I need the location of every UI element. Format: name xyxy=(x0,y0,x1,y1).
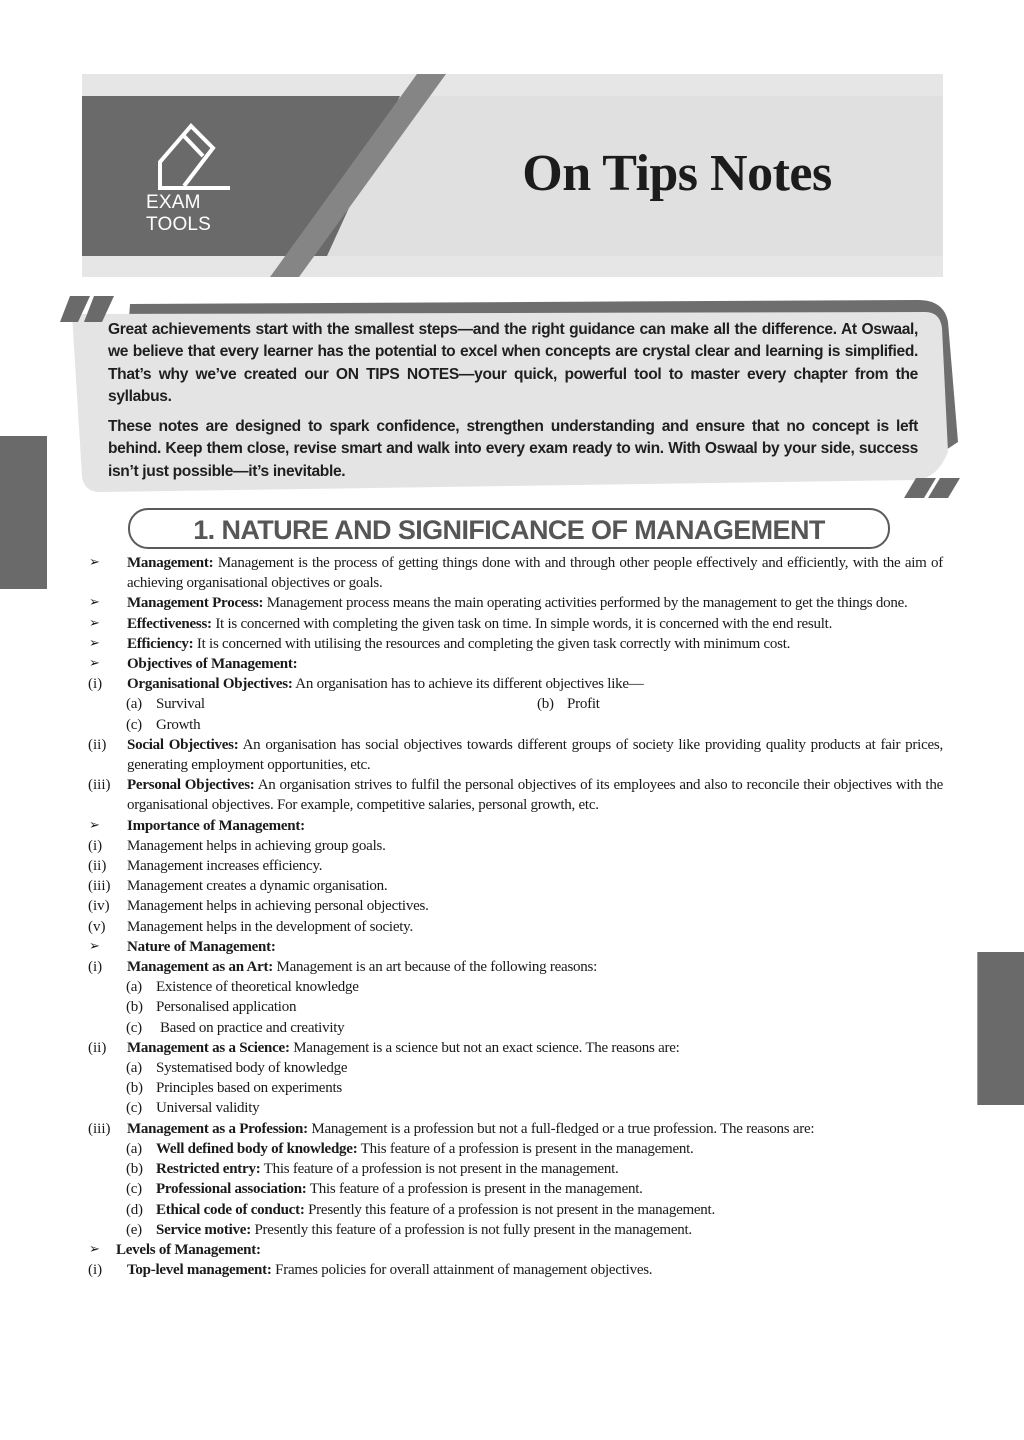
sub-text: Profit xyxy=(567,696,600,713)
page-title: On Tips Notes xyxy=(522,145,832,202)
importance-item xyxy=(88,917,943,937)
definition: It is concerned with completing the given task on time. In simple words, it is concerned with the end result. xyxy=(211,615,833,632)
list-marker: (i) xyxy=(88,1262,103,1279)
item-text: Management helps in the development of society. xyxy=(127,918,413,935)
bullet-arrow-icon: ➢ xyxy=(89,1241,100,1257)
exam-tools-line2: TOOLS xyxy=(146,214,212,235)
definition: It is concerned with utilising the resources and completing the given task correctly with minimum cost. xyxy=(193,635,791,652)
definition: Management is the process of getting things done with and through other people effectively and efficiently, with the aim of achieving organisational objectives or goals. xyxy=(127,555,943,592)
bullet-arrow-icon: ➢ xyxy=(89,635,100,651)
definition: Management is a science but not an exact science. The reasons are: xyxy=(289,1039,680,1056)
bullet-management-process xyxy=(88,593,943,613)
sub-marker: (a) xyxy=(126,1140,142,1157)
bullet-arrow-icon: ➢ xyxy=(89,595,100,611)
term: Personal Objectives: xyxy=(127,777,255,794)
sub-marker: (a) xyxy=(126,979,142,996)
sub-item xyxy=(88,1139,943,1159)
bullet-effectiveness xyxy=(88,614,943,634)
sub-item xyxy=(537,694,600,714)
list-marker: (v) xyxy=(88,918,106,935)
sub-item xyxy=(88,715,943,735)
definition: An organisation has to achieve its different objectives like— xyxy=(292,676,644,693)
bullet-levels-heading xyxy=(88,1240,943,1260)
subheading: Importance of Management: xyxy=(127,817,305,834)
term: Management: xyxy=(127,555,214,571)
sub-marker: (c) xyxy=(126,1181,142,1198)
definition: An organisation strives to fulfil the personal objectives of its employees and also to reconcile their objectives with the organisational objectives. For example, competitive salaries, personal growth, etc. xyxy=(127,777,943,814)
sub-marker: (b) xyxy=(126,1080,143,1097)
sub-text: Based on practice and creativity xyxy=(160,1019,345,1036)
section-heading: 1. NATURE AND SIGNIFICANCE OF MANAGEMENT xyxy=(193,515,825,545)
term: Top-level management: xyxy=(127,1262,272,1279)
bullet-arrow-icon: ➢ xyxy=(89,615,100,631)
item-text: Management helps in achieving group goals. xyxy=(127,837,386,854)
list-marker: (ii) xyxy=(88,1039,107,1056)
bullet-arrow-icon: ➢ xyxy=(89,555,100,570)
notes-content xyxy=(88,553,943,1280)
importance-item xyxy=(88,836,943,856)
list-marker: (iii) xyxy=(88,1120,111,1137)
importance-item xyxy=(88,876,943,896)
subheading: Nature of Management: xyxy=(127,938,276,955)
exam-tools-label xyxy=(146,192,246,236)
section-heading-box xyxy=(128,508,890,549)
list-marker: (ii) xyxy=(88,858,107,875)
sub-text: This feature of a profession is not present in the management. xyxy=(260,1161,619,1178)
item-text: Management increases efficiency. xyxy=(127,858,323,875)
sub-term: Well defined body of knowledge: xyxy=(156,1140,358,1157)
sub-marker: (b) xyxy=(126,999,143,1016)
sub-term: Professional association: xyxy=(156,1181,307,1198)
header-banner xyxy=(82,74,943,277)
sub-marker: (b) xyxy=(126,1161,143,1178)
item-text: Management helps in achieving personal objectives. xyxy=(127,898,429,915)
sub-text: Personalised application xyxy=(156,999,297,1016)
item-text: Management creates a dynamic organisation. xyxy=(127,878,388,895)
bullet-arrow-icon: ➢ xyxy=(89,817,100,833)
sub-text: This feature of a profession is present in the management. xyxy=(306,1181,643,1198)
bullet-management xyxy=(88,553,943,593)
sub-marker: (c) xyxy=(126,1100,142,1117)
term: Effectiveness: xyxy=(127,615,212,632)
term: Efficiency: xyxy=(127,635,194,652)
importance-item xyxy=(88,896,943,916)
objective-subitems-row xyxy=(88,694,943,714)
term: Management as a Profession: xyxy=(127,1120,308,1137)
term: Organisational Objectives: xyxy=(127,676,293,693)
sub-text: Existence of theoretical knowledge xyxy=(156,979,359,996)
sub-text: Systematised body of knowledge xyxy=(156,1060,348,1077)
definition: Management process means the main operating activities performed by the management to get the things done. xyxy=(263,595,908,612)
sub-marker: (d) xyxy=(126,1201,143,1218)
objective-item xyxy=(88,775,943,815)
levels-item xyxy=(88,1260,943,1280)
intro-quote-text xyxy=(108,319,918,491)
side-tab-right xyxy=(977,952,1024,1105)
definition: Management is an art because of the following reasons: xyxy=(272,959,598,976)
sub-item xyxy=(88,1058,943,1078)
importance-item xyxy=(88,856,943,876)
objective-item xyxy=(88,674,943,694)
sub-text: Presently this feature of a profession is not fully present in the management. xyxy=(250,1221,692,1238)
term: Management as a Science: xyxy=(127,1039,290,1056)
list-marker: (i) xyxy=(88,837,103,854)
bullet-objectives-heading xyxy=(88,654,943,674)
sub-text: Principles based on experiments xyxy=(156,1080,342,1097)
list-marker: (iv) xyxy=(88,898,110,915)
sub-item xyxy=(88,1098,943,1118)
sub-marker: (a) xyxy=(126,696,142,713)
sub-term: Ethical code of conduct: xyxy=(156,1201,305,1218)
list-marker: (i) xyxy=(88,676,103,693)
definition: Management is a profession but not a full-fledged or a true profession. The reasons are: xyxy=(307,1120,815,1137)
pencil-icon xyxy=(156,122,232,192)
term: Management as an Art: xyxy=(127,959,273,976)
sub-item xyxy=(88,977,943,997)
intro-paragraph-2: These notes are designed to spark confidence, strengthen understanding and ensure that no concept is left behind. Keep them close, revise smart and walk into every exam ready to win. With Oswaal by your side, success isn’t just possible—it’s inevitable. xyxy=(108,418,918,480)
sub-text: Growth xyxy=(156,716,201,733)
definition: Frames policies for overall attainment of management objectives. xyxy=(271,1262,653,1279)
term: Social Objectives: xyxy=(127,736,239,753)
nature-item-science xyxy=(88,1038,943,1058)
sub-marker: (e) xyxy=(126,1221,142,1238)
exam-tools-line1: EXAM xyxy=(146,192,201,213)
objective-item xyxy=(88,735,943,775)
nature-item-art xyxy=(88,957,943,977)
sub-text: Presently this feature of a profession is not present in the management. xyxy=(304,1201,715,1218)
list-marker: (iii) xyxy=(88,777,111,794)
term: Management Process: xyxy=(127,595,264,612)
sub-item xyxy=(126,694,537,714)
intro-quote-box xyxy=(60,292,960,498)
sub-text: Universal validity xyxy=(156,1100,260,1117)
sub-term: Service motive: xyxy=(156,1221,251,1238)
bullet-nature-heading xyxy=(88,937,943,957)
sub-item xyxy=(88,1220,943,1240)
bullet-arrow-icon: ➢ xyxy=(89,938,100,954)
definition: An organisation has social objectives towards different groups of society like providing quality products at fair prices, generating employment opportunities, etc. xyxy=(127,736,944,774)
list-marker: (i) xyxy=(88,959,103,976)
list-marker: (ii) xyxy=(88,736,107,753)
sub-item xyxy=(88,1159,943,1179)
intro-paragraph-1: Great achievements start with the smallest steps—and the right guidance can make all the difference. At Oswaal, we believe that every learner has the potential to excel when concepts are crystal clear and learning is simplified. That’s why we’ve created our ON TIPS NOTES—your quick, powerful tool to master every chapter from the syllabus. xyxy=(108,321,918,405)
sub-text: This feature of a profession is present in the management. xyxy=(357,1140,694,1157)
bullet-arrow-icon: ➢ xyxy=(89,656,100,672)
sub-marker: (b) xyxy=(537,696,554,713)
bullet-importance-heading xyxy=(88,816,943,836)
sub-item xyxy=(88,1200,943,1220)
side-tab-left xyxy=(0,436,47,589)
sub-item xyxy=(88,1179,943,1199)
list-marker: (iii) xyxy=(88,878,111,895)
sub-item xyxy=(88,1018,943,1038)
nature-item-profession xyxy=(88,1119,943,1139)
sub-marker: (c) xyxy=(126,1019,142,1036)
bullet-efficiency xyxy=(88,634,943,654)
sub-item xyxy=(88,1078,943,1098)
sub-marker: (c) xyxy=(126,716,142,733)
sub-text: Survival xyxy=(156,696,205,713)
sub-term: Restricted entry: xyxy=(156,1161,261,1178)
subheading: Levels of Management: xyxy=(116,1241,261,1258)
sub-item xyxy=(88,997,943,1017)
sub-marker: (a) xyxy=(126,1060,142,1077)
subheading: Objectives of Management: xyxy=(127,656,298,673)
